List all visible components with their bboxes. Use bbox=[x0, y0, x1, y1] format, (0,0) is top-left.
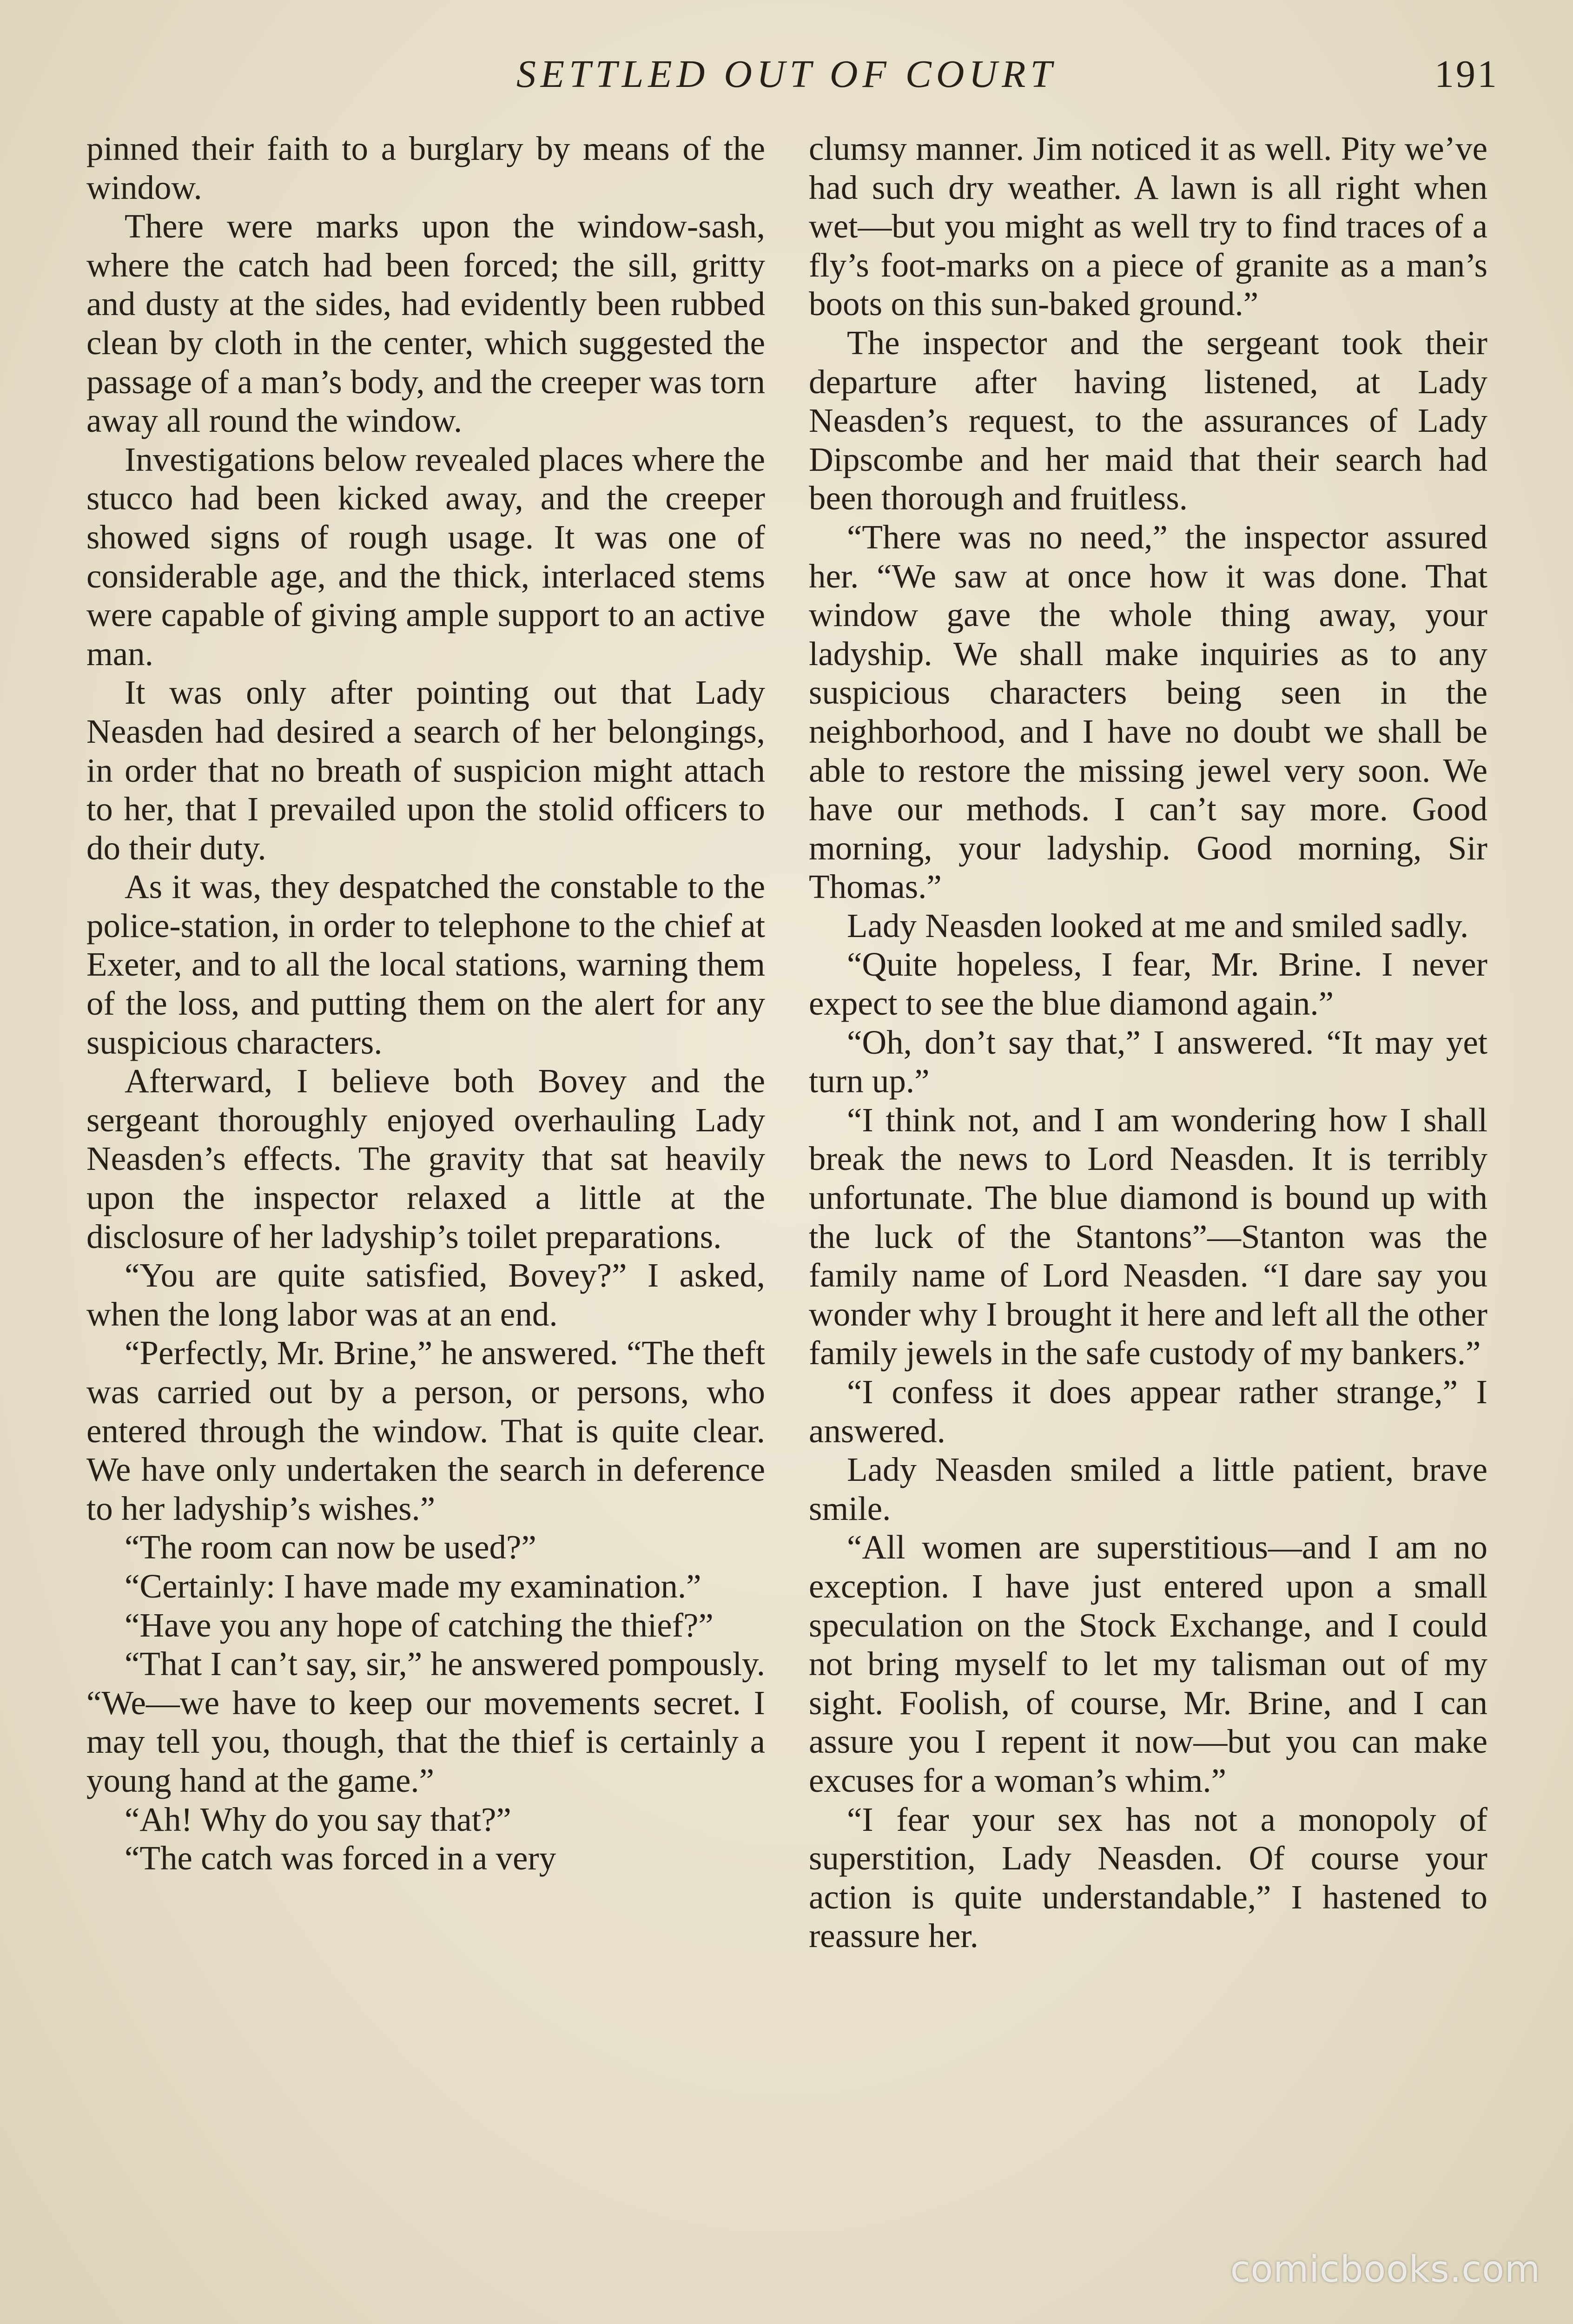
paragraph: “Have you any hope of catching the thief?” bbox=[125, 1606, 714, 1644]
page-number: 191 bbox=[1434, 53, 1499, 96]
paragraph: Investigations below revealed places where the stucco had been kicked away, and the creeper showed signs of rough usage. It was one of considerable age, and the thick, interlaced stems were capable of giving ample support to an active man. bbox=[86, 440, 765, 673]
paragraph: As it was, they despatched the constable to the police-station, in order to telephone to the chief at Exeter, and to all the local stations, warning them of the loss, and putting them on the alert for any suspicious characters. bbox=[86, 868, 765, 1061]
paragraph: “Quite hopeless, I fear, Mr. Brine. I never expect to see the blue diamond again.” bbox=[809, 945, 1487, 1023]
paragraph: “You are quite satisfied, Bovey?” I asked, when the long labor was at an end. bbox=[86, 1256, 765, 1333]
paragraph: “There was no need,” the inspector assured her. “We saw at once how it was done. That window gave the whole thing away, your ladyship. We shall make inquiries as to any suspicious characters being seen in the neighborhood, and I have no doubt we shall be able to restore the missing jewel very soon. We have our methods. I can’t say more. Good morning, your ladyship. Good morning, Sir Thomas.” bbox=[809, 518, 1487, 906]
paragraph: “All women are superstitious—and I am no exception. I have just entered upon a small speculation on the Stock Exchange, and I could not bring myself to let my talisman out of my sight. Foolish, of course, Mr. Brine, and I can assure you I repent it now—but you can make excuses for a woman’s whim.” bbox=[809, 1528, 1487, 1799]
paragraph: “That I can’t say, sir,” he answered pompously. “We—we have to keep our movements secret. I may tell you, though, that the thief is certainly a young hand at the game.” bbox=[86, 1645, 765, 1799]
paragraph: Lady Neasden looked at me and smiled sadly. bbox=[847, 906, 1469, 944]
paragraph: “Perfectly, Mr. Brine,” he answered. “The theft was carried out by a person, or persons, who entered through the window. That is quite clear. We have only undertaken the search in deference to her ladyship’s wishes.” bbox=[86, 1334, 765, 1527]
paragraph: pinned their faith to a burglary by means of the window. bbox=[86, 130, 765, 206]
paragraph: “I think not, and I am wondering how I shall break the news to Lord Neasden. It is terribly unfortunate. The blue diamond is bound up with the luck of the Stantons”—Stanton was the family name of Lord Neasden. “I dare say you wonder why I brought it here and left all the other family jewels in the safe custody of my bankers.” bbox=[809, 1101, 1487, 1372]
paragraph: “I confess it does appear rather strange,” I answered. bbox=[809, 1373, 1487, 1450]
watermark: comicbooks.com bbox=[1230, 2249, 1540, 2291]
paragraph: “The room can now be used?” bbox=[125, 1528, 536, 1566]
paragraph: It was only after pointing out that Lady Neasden had desired a search of her belongings, in order that no breath of suspicion might attach to her, that I prevailed upon the stolid officers to do their duty. bbox=[86, 673, 765, 867]
paragraph: The inspector and the sergeant took their departure after having listened, at Lady Neasden’s request, to the assurances of Lady Dipscombe and her maid that their search had been thorough and fruitless. bbox=[809, 324, 1487, 517]
paragraph: “Ah! Why do you say that?” bbox=[125, 1800, 511, 1838]
paragraph: Lady Neasden smiled a little patient, brave smile. bbox=[809, 1451, 1487, 1527]
page-header bbox=[0, 44, 1573, 105]
running-title: SETTLED OUT OF COURT bbox=[516, 53, 1057, 96]
left-column bbox=[86, 129, 765, 1878]
paragraph: “Oh, don’t say that,” I answered. “It may yet turn up.” bbox=[809, 1023, 1487, 1100]
paragraph: “Certainly: I have made my examination.” bbox=[125, 1567, 701, 1605]
paragraph: clumsy manner. Jim noticed it as well. Pity we’ve had such dry weather. A lawn is all right when wet—but you might as well try to find traces of a fly’s foot-marks on a piece of granite as a man’s boots on this sun-baked ground.” bbox=[809, 130, 1487, 323]
paragraph: There were marks upon the window-sash, where the catch had been forced; the sill, gritty and dusty at the sides, had evidently been rubbed clean by cloth in the center, which suggested the passage of a man’s body, and the creeper was torn away all round the window. bbox=[86, 207, 765, 440]
right-column bbox=[809, 129, 1487, 1955]
paragraph: “The catch was forced in a very bbox=[125, 1839, 556, 1877]
paragraph: Afterward, I believe both Bovey and the sergeant thoroughly enjoyed overhauling Lady Neasden’s effects. The gravity that sat heavily upon the inspector relaxed a little at the disclosure of her ladyship’s toilet preparations. bbox=[86, 1062, 765, 1255]
paragraph: “I fear your sex has not a monopoly of superstition, Lady Neasden. Of course your action is quite understandable,” I hastened to reassure her. bbox=[809, 1800, 1487, 1955]
